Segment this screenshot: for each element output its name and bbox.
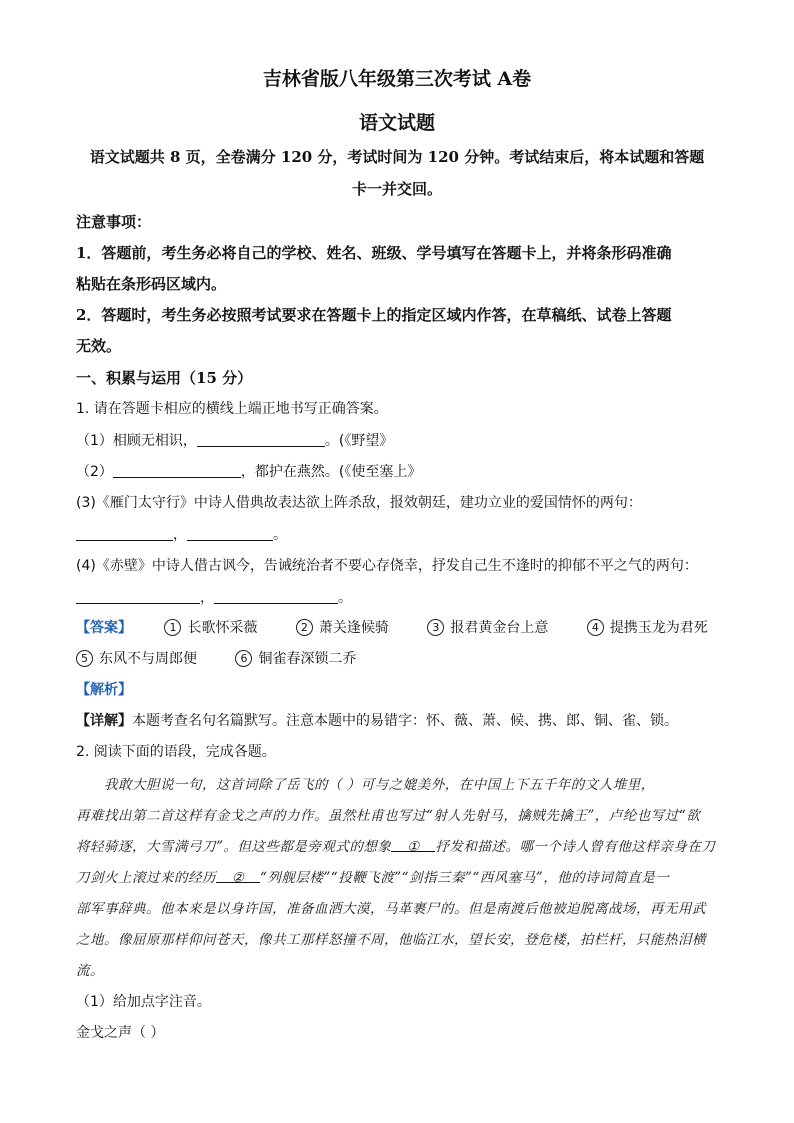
section-1-heading: 一、积累与运用（15 分）: [76, 369, 253, 387]
notice-heading: 注意事项：: [76, 213, 152, 231]
passage-line-5: 部军事辞典。他本来是以身许国，准备血洒大漠，马革裹尸的。但是南渡后他被迫脱离战场，再无用武: [76, 901, 706, 917]
passage-line-2: 再难找出第二首这样有金戈之声的力作。虽然杜甫也写过“射人先射马，擒贼先擒王”，卢纶也写过“欲: [76, 808, 701, 824]
q1-p1-prefix: （1）相顾无相识，: [76, 433, 197, 449]
question-2-sub-1: （1）给加点字注音。: [76, 994, 211, 1010]
notice-item-2-line-2: 无效。: [76, 337, 122, 355]
answer-row-1: [76, 617, 708, 637]
number-circle-icon: 2: [296, 619, 313, 636]
question-1-part-1: [76, 430, 393, 450]
q1-p4-sep: ，: [200, 590, 214, 606]
q1-p4-end: 。: [338, 590, 352, 606]
number-circle-icon: 3: [427, 619, 444, 636]
q1-p1-suffix: 。(《野望》: [324, 433, 394, 449]
answer-blank[interactable]: [187, 526, 273, 541]
question-2-sub-1-item: 金戈之声（ ）: [76, 1025, 165, 1041]
question-1-part-3: (3)《雁门太守行》中诗人借典故表达欲上阵杀敌，报效朝廷，建功立业的爱国情怀的两句：: [76, 495, 642, 511]
number-circle-icon: 5: [76, 650, 93, 667]
number-circle-icon: 4: [587, 619, 604, 636]
notice-item-1-line-2: 粘贴在条形码区域内。: [76, 275, 227, 293]
passage-line-4: 刀剑火上滚过来的经历 ② “列舰层楼”“投鞭飞渡”“剑指三秦”“西风塞马”，他的诗词简直是一: [76, 870, 670, 886]
answer-item: 5 东风不与周郎便: [76, 648, 197, 668]
question-1-part-2: [76, 461, 421, 481]
notice-item-2-line-1: 2．答题时，考生务必按照考试要求在答题卡上的指定区域内作答，在草稿纸、试卷上答题: [76, 306, 672, 324]
answer-blank[interactable]: [197, 432, 325, 447]
intro-line-1: 语文试题共 8 页，全卷满分 120 分，考试时间为 120 分钟。考试结束后，将本试题和答题: [89, 148, 705, 166]
answer-item: 2 萧关逢候骑: [296, 617, 389, 637]
question-1-stem: 1. 请在答题卡相应的横线上端正地书写正确答案。: [76, 401, 388, 417]
answer-blank[interactable]: [76, 589, 200, 604]
number-circle-icon: 6: [235, 650, 252, 667]
question-1-part-3-blanks: [76, 524, 287, 544]
notice-item-1-line-1: 1．答题前，考生务必将自己的学校、姓名、班级、学号填写在答题卡上，并将条形码准确: [76, 244, 672, 262]
exam-title: 吉林省版八年级第三次考试 A卷: [262, 68, 532, 90]
answer-item: 1 长歌怀采薇: [164, 617, 257, 637]
question-1-part-4: (4)《赤壁》中诗人借古讽今，告诫统治者不要心存侥幸，抒发自己生不逢时的抑郁不平之气的两句：: [76, 558, 698, 574]
passage-blank-2[interactable]: ②: [216, 870, 260, 883]
question-1-part-4-blanks: [76, 587, 352, 607]
answer-row-2: [76, 648, 390, 668]
answer-blank[interactable]: [214, 589, 338, 604]
q1-p3-end: 。: [273, 527, 287, 543]
analysis-label: 【解析】: [76, 682, 132, 698]
intro-line-2: 卡一并交回。: [351, 180, 442, 198]
answer-blank[interactable]: [113, 463, 241, 478]
passage-line-6: 之地。像屈原那样仰问苍天，像共工那样怒撞不周，他临江水，望长安，登危楼，拍栏杆，只能热泪横: [76, 932, 706, 948]
q1-p2-prefix: （2）: [76, 464, 113, 480]
answer-blank[interactable]: [76, 526, 173, 541]
exam-subtitle: 语文试题: [358, 112, 435, 134]
answer-item: 6 铜雀春深锁二乔: [235, 648, 356, 668]
number-circle-icon: 1: [164, 619, 181, 636]
detail-label: 【详解】: [76, 713, 132, 729]
q1-p3-sep: ，: [173, 527, 187, 543]
answer-item: 4 提携玉龙为君死: [587, 617, 708, 637]
passage-blank-1[interactable]: ①: [391, 839, 435, 852]
passage-line-3: 将轻骑逐，大雪满弓刀”。但这些都是旁观式的想象 ① 抒发和描述。哪一个诗人曾有他这样亲身在刀: [76, 839, 716, 855]
q1-p2-suffix: ，都护在燕然。(《使至塞上》: [240, 464, 422, 480]
answer-item: 3 报君黄金台上意: [427, 617, 548, 637]
passage-line-7: 流。: [76, 963, 104, 979]
detail-text: 本题考查名句名篇默写。注意本题中的易错字：怀、薇、萧、候、携、郎、铜、雀、锁。: [132, 713, 678, 729]
question-2-stem: 2. 阅读下面的语段，完成各题。: [76, 744, 276, 760]
passage-line-1: 我敢大胆说一句，这首词除了岳飞的（ ）可与之媲美外，在中国上下五千年的文人堆里，: [104, 777, 655, 793]
answer-label: 【答案】: [76, 620, 132, 636]
analysis-detail: [76, 710, 678, 730]
